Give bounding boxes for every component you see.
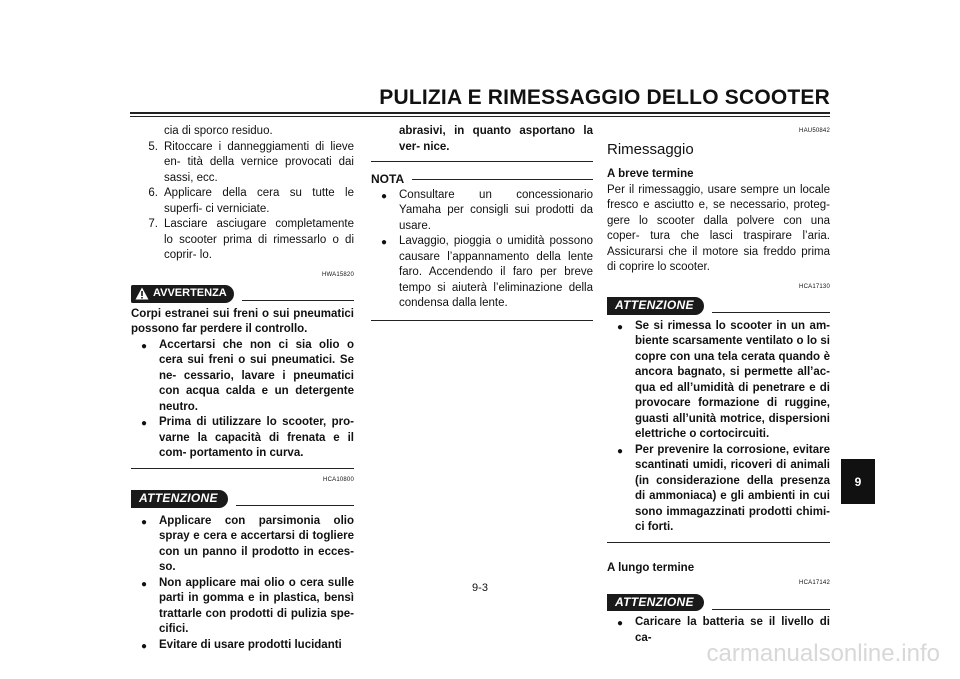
caution-end-rule [607, 542, 830, 543]
warning-end-rule [131, 468, 354, 469]
bullet-text: Prima di utilizzare lo scooter, pro- varne la capacità di frenata e il com- portamento in curva. [159, 416, 354, 459]
bullet-text: Lavaggio, pioggia o umidità possono causare l’appannamento della lente faro. Accendendo il faro per breve tempo si aiuterà l’eliminazione della condensa dalla lente. [399, 235, 593, 309]
step-text: Ritoccare i danneggiamenti di lieve en- tità della vernice provocati dai sassi, ecc. [164, 140, 354, 184]
bullet-text: Non applicare mai olio o cera sulle parti in gomma e in plastica, bensì trattarle con prodotti di pulizia spe- cifici. [159, 576, 354, 635]
bullet-text: Applicare con parsimonia olio spray e cera e accertarsi di togliere con un panno il prodotto in ecces- so. [159, 514, 354, 573]
warning-badge [131, 285, 234, 303]
bullet-text: Se si rimessa lo scooter in un am- biente scarsamente ventilato o lo si copre con una tela cerata quando è ancora bagnato, si permette all’ac- qua ed all’umidità di penetrare e di provocare formazione di ruggine, guasti all’unità motrice, dispersioni elettriche o cortocircuiti. [635, 319, 830, 440]
paragraph: Per il rimessaggio, usare sempre un locale fresco e asciutto e, se necessario, proteg- gere lo scooter dalla polvere con una coper- tura che lasci traspirare l’aria. Assicurarsi che il motore sia freddo prima di coprire lo scooter. [607, 183, 830, 273]
caution-badge: ATTENZIONE [607, 594, 704, 612]
section-title: Rimessaggio [607, 140, 694, 158]
bullet-text: Caricare la batteria se il livello di ca- [635, 616, 830, 644]
bullet-icon: ● [141, 640, 148, 652]
nota-label: NOTA [371, 172, 405, 186]
caution-end-rule [371, 161, 593, 162]
column-middle [371, 124, 593, 323]
title-rule-thin [130, 116, 830, 117]
warning-bullet [131, 338, 354, 416]
caution-bullet [131, 638, 354, 655]
caution-badge: ATTENZIONE [131, 490, 228, 508]
subsection-heading: A lungo termine [607, 561, 695, 574]
warning-lead: Corpi estranei sui freni o sui pneumatici possono far perdere il controllo. [131, 307, 354, 335]
continued-text: abrasivi, in quanto asportano la ver- nice. [399, 125, 593, 153]
page-number: 9-3 [472, 582, 488, 594]
warning-header-rule [242, 300, 354, 301]
step-text: Lasciare asciugare completamente lo scooter prima di rimessarlo o di coprir- lo. [164, 218, 354, 261]
nota-end-rule [371, 320, 593, 321]
warning-label: AVVERTENZA [153, 287, 227, 299]
caution-code: HCA17142 [799, 580, 830, 586]
step-text: Applicare della cera su tutte le superfi- ci verniciate. [164, 187, 354, 215]
column-right [607, 124, 830, 646]
nota-header-rule [412, 179, 593, 180]
nota-bullet [371, 234, 593, 312]
caution-code: HCA17130 [799, 283, 830, 290]
caution-header [607, 297, 830, 315]
caution-header-rule [236, 505, 354, 506]
title-rule [130, 112, 830, 114]
warning-header [131, 285, 354, 303]
step-number: 5. [148, 140, 158, 153]
caution-bullet [131, 514, 354, 576]
caution-header-rule [712, 609, 830, 610]
bullet-icon: ● [381, 190, 388, 202]
page-title: PULIZIA E RIMESSAGGIO DELLO SCOOTER [379, 86, 830, 109]
caution-bullet [607, 319, 830, 443]
bullet-text: Accertarsi che non ci sia olio o cera sui freni o sui pneumatici. Se ne- cessario, lavare i pneumatici con acqua calda e un detergente neutro. [159, 338, 354, 413]
warning-code: HWA15820 [321, 271, 354, 278]
caution-header [131, 490, 354, 508]
caution-badge: ATTENZIONE [607, 297, 704, 315]
step-item [131, 217, 354, 264]
section-code: HAU50842 [799, 128, 830, 134]
bullet-icon: ● [617, 618, 624, 629]
bullet-text: Evitare di usare prodotti lucidanti [159, 638, 342, 651]
step-item [131, 186, 354, 217]
subsection-heading: A breve termine [607, 168, 694, 180]
bullet-icon: ● [141, 418, 148, 429]
bullet-icon: ● [141, 516, 148, 528]
warning-bullet [131, 415, 354, 462]
step-number: 6. [148, 187, 158, 199]
column-left [131, 124, 354, 654]
step-item [131, 140, 354, 187]
continued-text: cia di sporco residuo. [164, 125, 273, 137]
bullet-icon: ● [141, 340, 148, 352]
chapter-tab: 9 [841, 459, 875, 504]
bullet-icon: ● [141, 578, 148, 590]
step-number: 7. [148, 218, 158, 230]
caution-header-rule [712, 312, 830, 313]
bullet-text: Per prevenire la corrosione, evitare scantinati umidi, ricoveri di animali (in considerazione della presenza di ammoniaca) e gli ambienti in cui sono immagazzinati prodotti chimi- ci forti. [635, 443, 830, 533]
bullet-icon: ● [381, 237, 388, 248]
bullet-text: Consultare un concessionario Yamaha per consigli sui prodotti da usare. [399, 188, 593, 232]
warning-triangle-icon [135, 287, 149, 300]
caution-bullet [607, 443, 830, 536]
caution-code: HCA10800 [323, 476, 354, 483]
bullet-icon: ● [617, 445, 624, 457]
bullet-icon: ● [617, 321, 624, 333]
nota-header [371, 172, 593, 188]
watermark: carmanualsonline.info [706, 640, 940, 667]
nota-bullet [371, 188, 593, 235]
caution-header [607, 594, 830, 612]
